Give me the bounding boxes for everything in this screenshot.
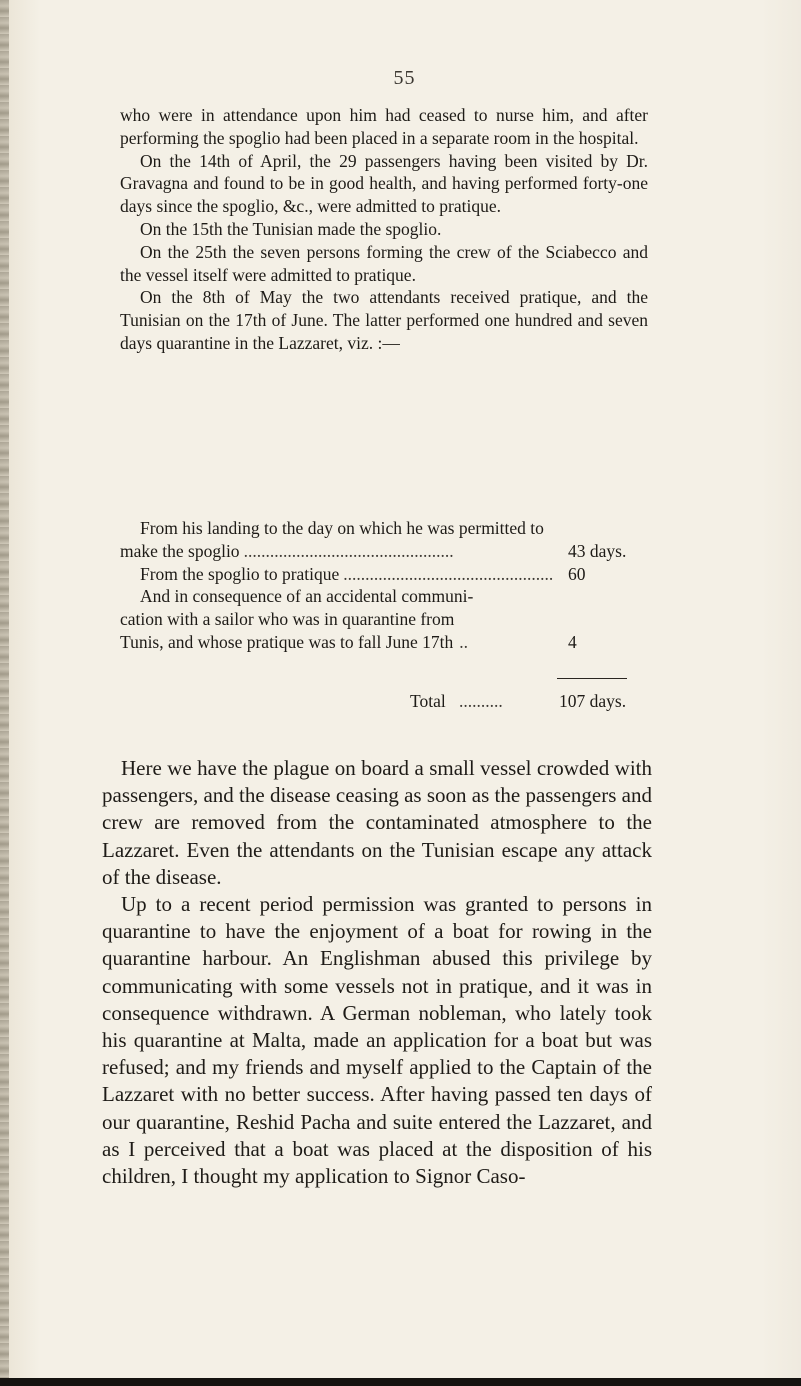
paragraph-15th: On the 15th the Tunisian made the spoglio. bbox=[140, 218, 442, 239]
row-label-line: And in consequence of an accidental communi- bbox=[140, 586, 474, 607]
paragraph-may: On the 8th of May the two attendants received pratique, and the Tunisian on the 17th of June. The latter performed one hundred and seven days quarantine in the Lazzaret, viz. :— bbox=[120, 287, 648, 353]
leader-dots: ................................................ bbox=[243, 540, 454, 561]
leader-dots: .......... bbox=[459, 691, 503, 711]
table-row bbox=[120, 563, 648, 586]
row-label-line: Tunis, and whose pratique was to fall June 17th bbox=[120, 631, 454, 652]
leader-dots: ................................................ bbox=[343, 563, 554, 584]
row-value: 60 bbox=[568, 563, 586, 584]
binding-gutter bbox=[0, 0, 9, 1386]
paragraph-25th: On the 25th the seven persons forming the crew of the Sciabecco and the vessel itself were admitted to pratique. bbox=[120, 241, 648, 285]
paragraph-april: On the 14th of April, the 29 passengers having been visited by Dr. Gravagna and found to be in good health, and having performed forty-one days since the spoglio, &c., were admitted to pratique. bbox=[120, 150, 648, 217]
paragraph-permission: Up to a recent period permission was granted to persons in quarantine to have the enjoyment of a boat for rowing in the quarantine harbour. An Englishman abused this privilege by communicating with some vessels not in pratique, and it was in consequence withdrawn. A German nobleman, who lately took his quarantine at Malta, made an application for a boat but was refused; and my friends and myself applied to the Captain of the Lazzaret with no better success. After having passed ten days of our quarantine, Reshid Pacha and suite entered the Lazzaret, and as I perceived that a boat was placed at the disposition of his children, I thought my application to Signor Caso- bbox=[102, 892, 652, 1189]
paragraph-plague: Here we have the plague on board a small vessel crowded with passengers, and the disease ceasing as soon as the passengers and crew are removed from the contaminated atmosphere to the Lazzaret. Even the attendants on the Tunisian escape any attack of the disease. bbox=[102, 756, 652, 889]
row-value: 43 days. bbox=[568, 540, 627, 561]
row-value: 4 bbox=[568, 631, 577, 652]
total-label: Total bbox=[410, 691, 446, 711]
total-rule-line bbox=[557, 678, 627, 679]
large-type-section bbox=[102, 755, 652, 1190]
paragraph-continuation: who were in attendance upon him had ceased to nurse him, and after performing the spoglio had been placed in a separate room in the hospital. bbox=[120, 105, 648, 148]
row-label-line: From his landing to the day on which he was permitted to bbox=[140, 518, 544, 538]
page-number: 55 bbox=[393, 67, 416, 89]
total-value: 107 days. bbox=[559, 691, 627, 711]
bottom-edge-shadow bbox=[0, 1378, 801, 1386]
row-label-line: cation with a sailor who was in quarantine from bbox=[120, 609, 455, 630]
row-label-line: From the spoglio to pratique bbox=[140, 563, 340, 584]
small-type-section bbox=[120, 104, 648, 355]
table-row bbox=[120, 585, 648, 653]
leader-dots: .. bbox=[459, 631, 469, 652]
quarantine-days-table bbox=[120, 517, 648, 654]
row-label-line: make the spoglio bbox=[120, 540, 240, 561]
table-row bbox=[120, 517, 648, 563]
